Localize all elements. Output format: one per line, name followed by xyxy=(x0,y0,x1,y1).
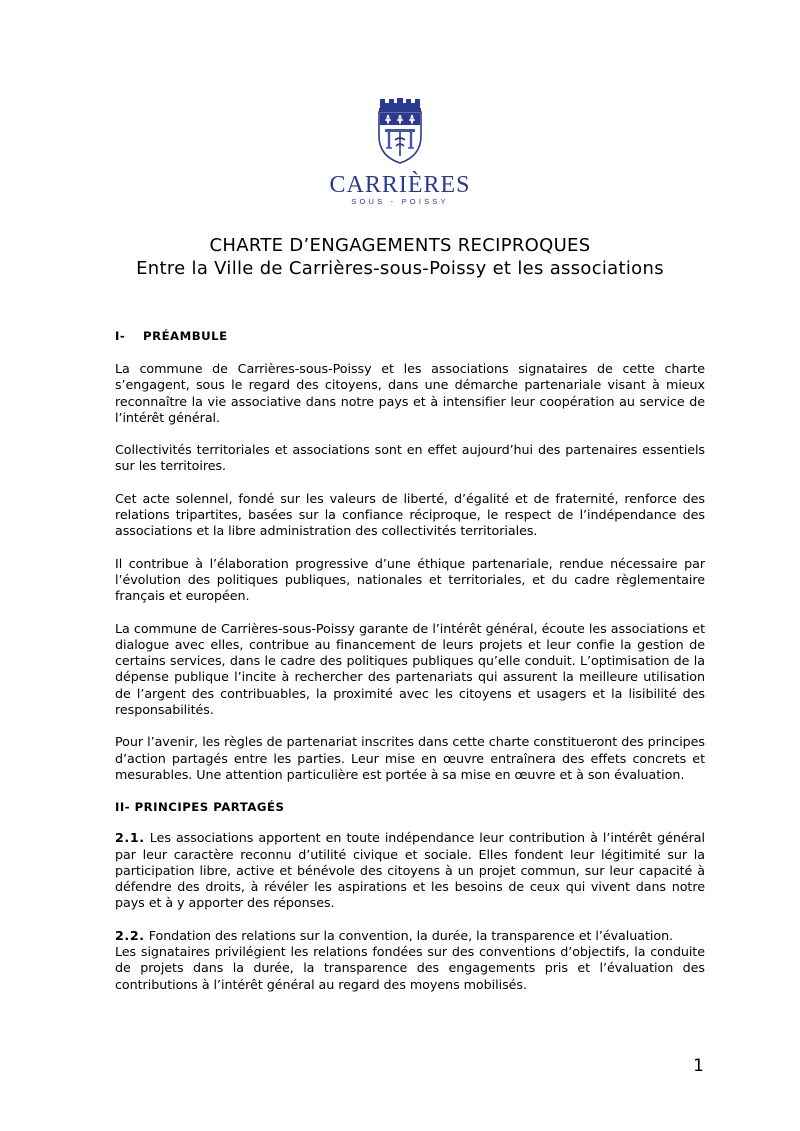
section-heading-preambule xyxy=(115,328,705,344)
paragraph: Il contribue à l’élaboration progressive d’une éthique partenariale, rendue nécessaire par l’évolution des politiques publiques, nationales et territoriales, et du cadre règlementaire français et européen. xyxy=(115,555,705,604)
paragraph-number: 2.1. xyxy=(115,830,145,846)
document-title xyxy=(0,234,800,280)
coat-of-arms-icon xyxy=(375,96,425,166)
paragraph: La commune de Carrières-sous-Poissy garante de l’intérêt général, écoute les associations et dialogue avec elles, contribue au financement de leurs projets et leur confie la gestion de certains services, dans le cadre des politiques publiques qu’elle conduit. L’optimisation de la dépense publique l’incite à rechercher des partenariats qui assurent la meilleure utilisation de l’argent des contribuables, la proximité avec les citoyens et usagers et la lisibilité des responsabilités. xyxy=(115,620,705,718)
paragraph: La commune de Carrières-sous-Poissy et les associations signataires de cette charte s’engagent, sous le regard des citoyens, dans une démarche partenariale visant à mieux reconnaître la vie associative dans notre pays et à intensifier leur coopération au service de l’intérêt général. xyxy=(115,361,705,425)
title-line-1: CHARTE D’ENGAGEMENTS RECIPROQUES xyxy=(209,235,591,256)
section-title: PRÉAMBULE xyxy=(143,329,228,343)
paragraph-text: Les associations apportent en toute indépendance leur contribution à l’intérêt général par leur caractère reconnu d’utilité civique et sociale. Elles fondent leur légitimité sur la participation libre, active et bénévole des citoyens à un projet commun, sur leur capacité à défendre des droits, à révéler les aspirations et les besoins de ceux qui vivent dans notre pays et à y apporter des réponses. xyxy=(115,830,705,911)
document-body xyxy=(115,328,705,1009)
logo-city-subname: SOUS - POISSY xyxy=(351,197,449,206)
section-heading-principes: II- PRINCIPES PARTAGÉS xyxy=(115,800,285,815)
paragraph-text: Fondation des relations sur la convention, la durée, la transparence et l’évaluation. xyxy=(148,927,674,943)
paragraph: Collectivités territoriales et associations sont en effet aujourd’hui des partenaires essentiels sur les territoires. xyxy=(115,442,705,474)
logo-city-name: CARRIÈRES xyxy=(329,172,471,198)
paragraph-number: 2.2. xyxy=(115,927,145,943)
paragraph: Cet acte solennel, fondé sur les valeurs de liberté, d’égalité et de fraternité, renforce des relations tripartites, basées sur la confiance réciproque, le respect de l’indépendance des associations et la libre administration des collectivités territoriales. xyxy=(115,490,705,539)
section-number: I- xyxy=(115,329,126,343)
paragraph-2-2 xyxy=(115,928,705,944)
page-number: 1 xyxy=(693,1056,704,1076)
city-logo xyxy=(0,96,800,207)
paragraph-2-2-continuation: Les signataires privilégient les relations fondées sur des conventions d’objectifs, la conduite de projets dans la durée, la transparence des engagements pris et l’évaluation des contributions à l’intérêt général au regard des moyens mobilisés. xyxy=(115,944,705,992)
paragraph: Pour l’avenir, les règles de partenariat inscrites dans cette charte constitueront des principes d’action partagés entre les parties. Leur mise en œuvre entraînera des effets concrets et mesurables. Une attention particulière est portée à sa mise en œuvre et à son évaluation. xyxy=(115,734,705,782)
paragraph-2-1 xyxy=(115,830,705,911)
title-line-2: Entre la Ville de Carrières-sous-Poissy et les associations xyxy=(136,258,664,279)
